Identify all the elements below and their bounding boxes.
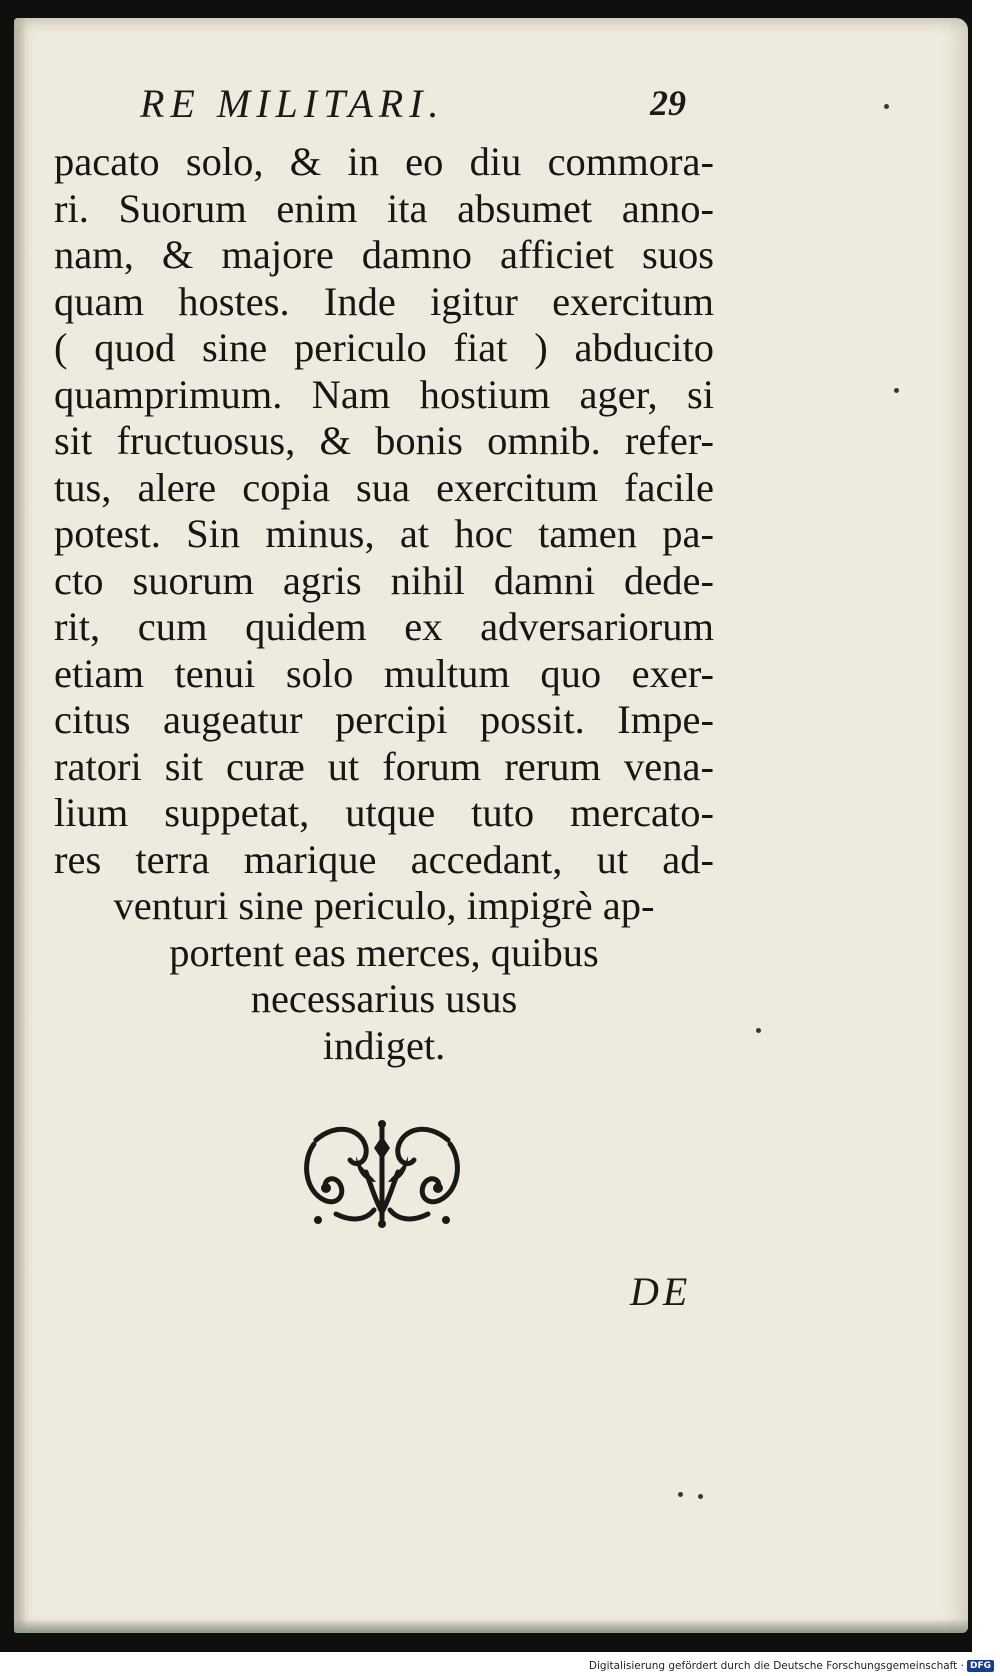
- fleuron-ornament-icon: [296, 1116, 468, 1230]
- text-line: quam hostes. Inde igitur exercitum: [54, 278, 714, 324]
- page-number: 29: [650, 83, 686, 123]
- ink-speck: [698, 1494, 703, 1499]
- text-line: quamprimum. Nam hostium ager, si: [54, 371, 714, 417]
- text-line: cto suorum agris nihil damni dede-: [54, 557, 714, 603]
- text-line: etiam tenui solo multum quo exer-: [54, 650, 714, 696]
- dfg-logo: DFG: [967, 1660, 994, 1672]
- credit-text: Digitalisierung gefördert durch die Deutsche Forschungsgemeinschaft ·: [588, 1660, 964, 1672]
- running-head: RE MILITARI.: [140, 81, 445, 126]
- text-line: res terra marique accedant, ut ad-: [54, 836, 714, 882]
- text-line: ratori sit curæ ut forum rerum vena-: [54, 743, 714, 789]
- text-line: citus augeatur percipi possit. Impe-: [54, 697, 714, 742]
- text-line: ri. Suorum enim ita absumet anno-: [54, 185, 714, 231]
- catchword: DE: [630, 1269, 692, 1314]
- book-page: [14, 18, 968, 1633]
- text-line: sit fructuosus, & bonis omnib. refer-: [54, 418, 714, 463]
- text-line-tail: necessarius usus: [250, 976, 518, 1021]
- text-line: potest. Sin minus, at hoc tamen pa-: [54, 511, 714, 556]
- text-line-tail: venturi sine periculo, impigrè ap-: [113, 883, 655, 928]
- ink-speck: [884, 104, 889, 109]
- ink-speck: [756, 1028, 761, 1033]
- text-line-tail: portent eas merces, quibus: [169, 929, 599, 975]
- text-line: ( quod sine periculo fiat ) abducito: [54, 325, 714, 370]
- page-gutter-shadow: [14, 18, 26, 1633]
- ink-speck: [678, 1492, 683, 1497]
- text-line: nam, & majore damno afficiet suos: [54, 232, 714, 277]
- digitization-credit: [589, 1660, 994, 1672]
- text-line: pacato solo, & in eo diu commora-: [54, 139, 714, 184]
- text-line: tus, alere copia sua exercitum facile: [54, 464, 714, 510]
- page-bottom-edge: [14, 1619, 968, 1633]
- body-text: [54, 139, 714, 1069]
- text-line-tail: indiget.: [322, 1022, 446, 1068]
- text-line: lium suppetat, utque tuto mercato-: [54, 790, 714, 835]
- ink-speck: [894, 388, 899, 393]
- text-line: rit, cum quidem ex adversariorum: [54, 604, 714, 649]
